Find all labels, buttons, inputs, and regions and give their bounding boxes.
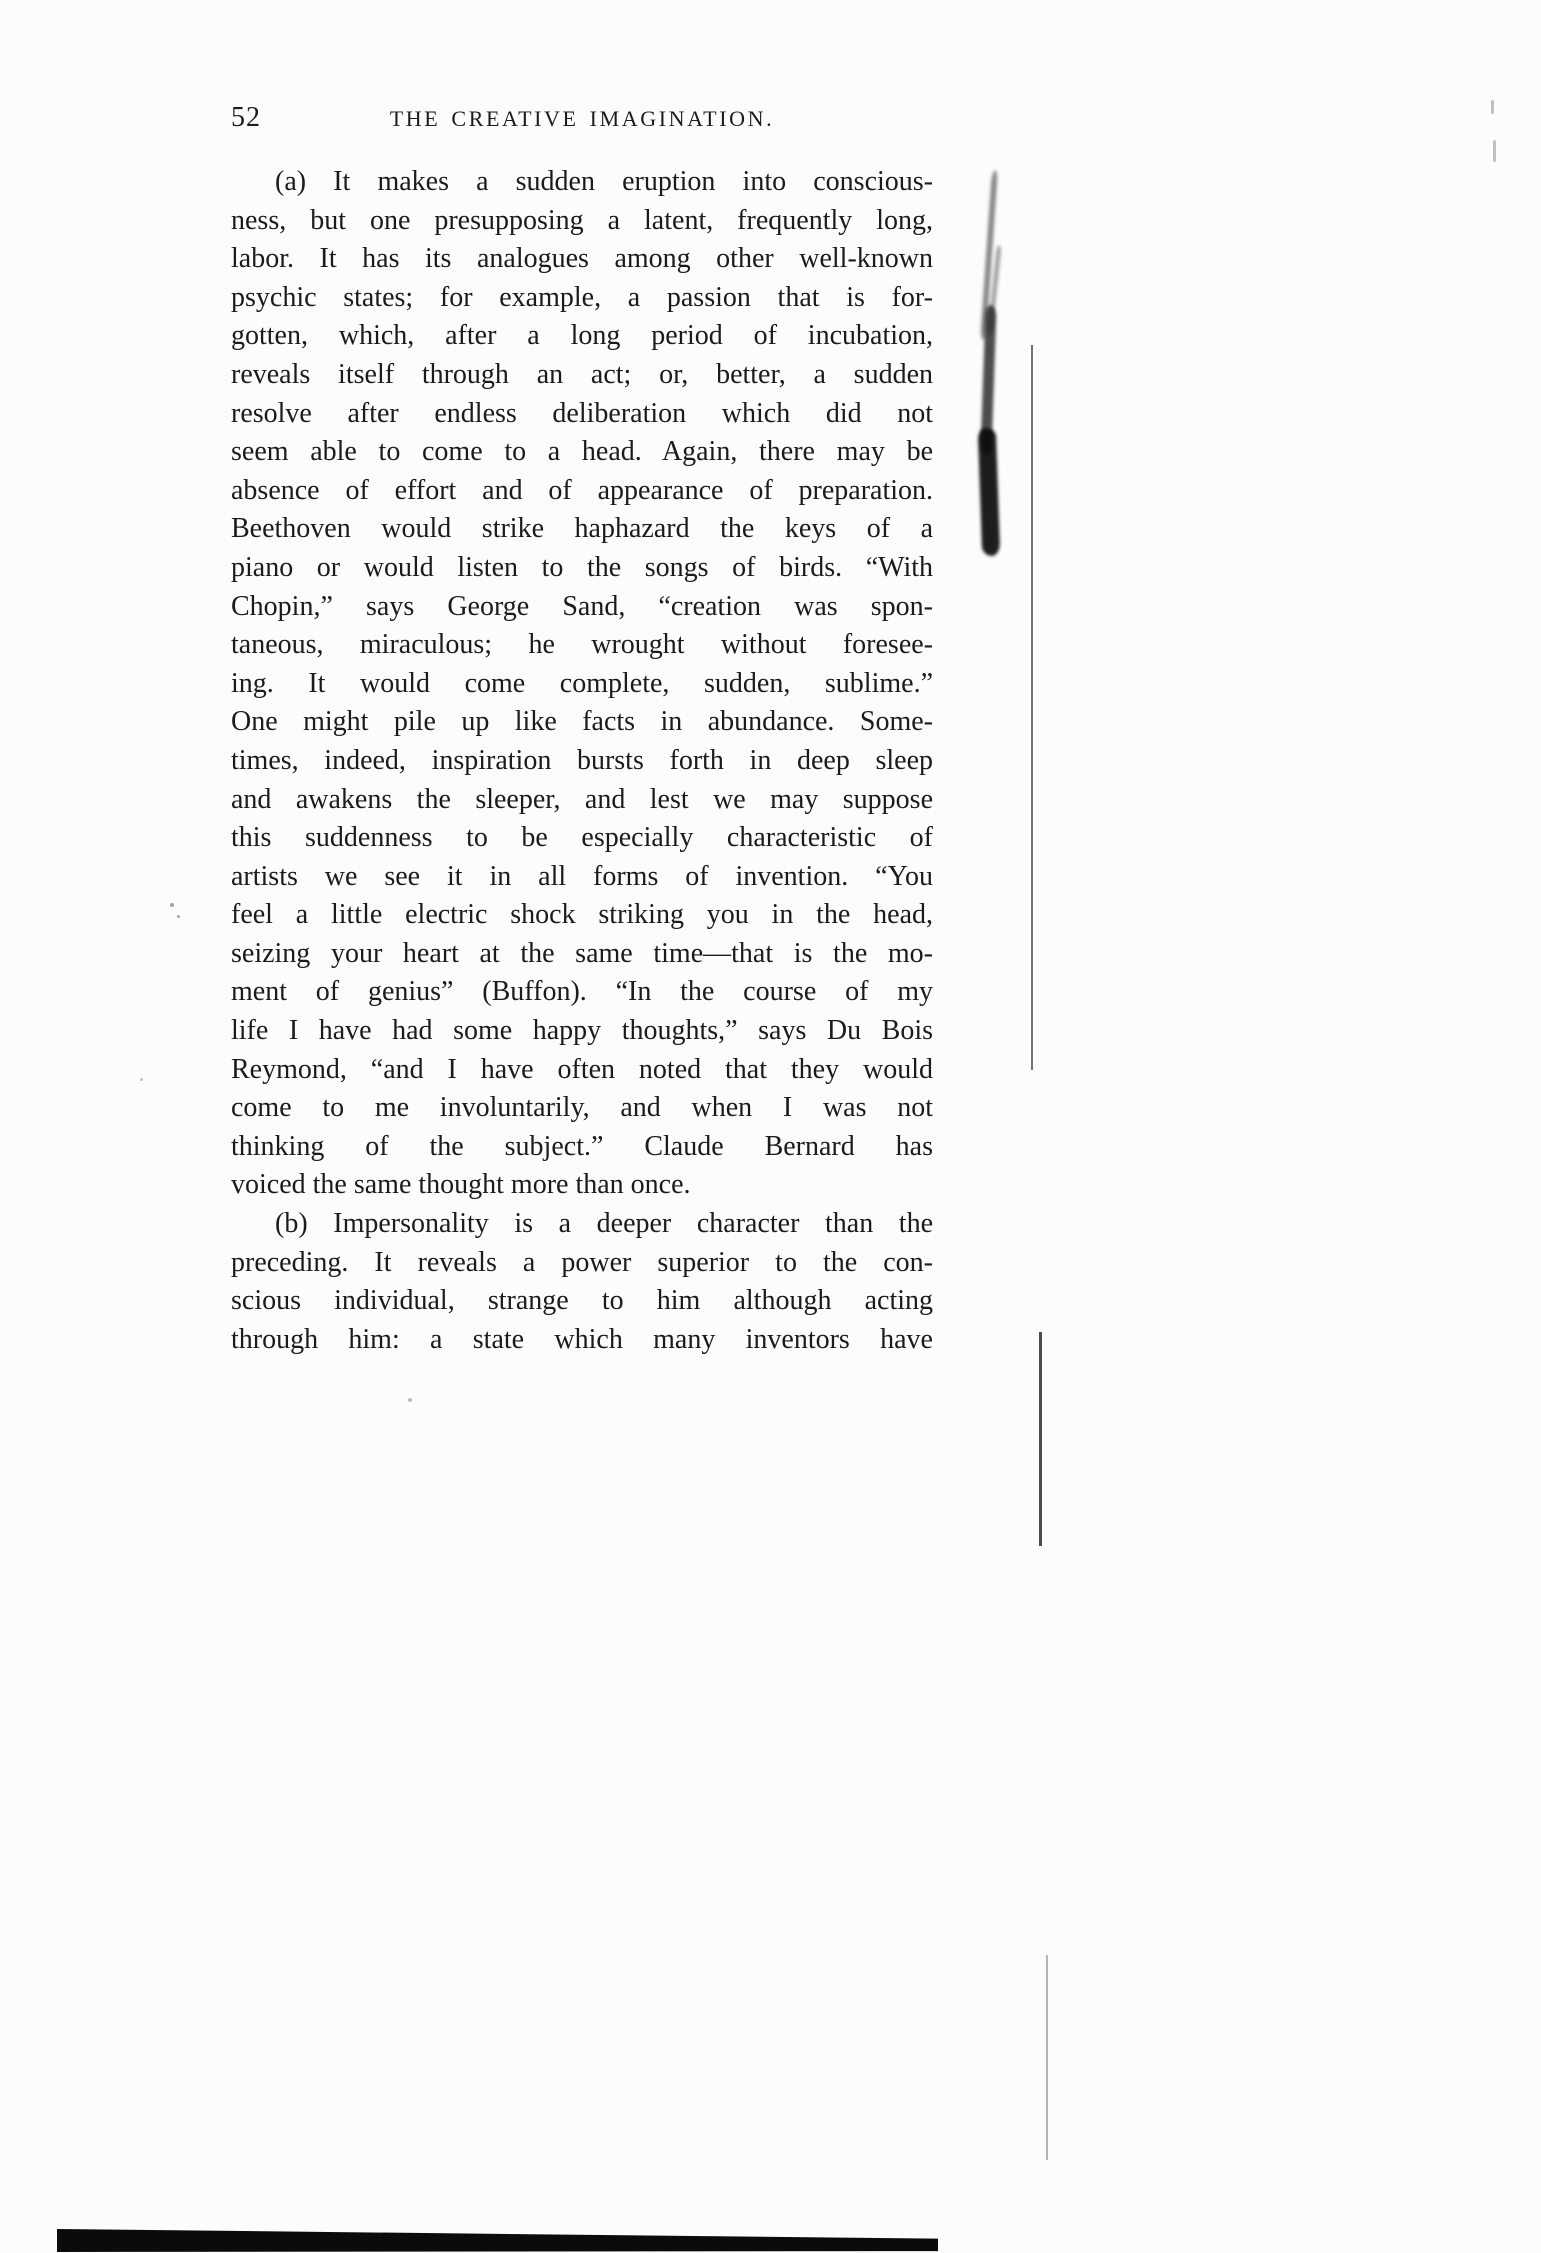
text-line: (a) It makes a sudden eruption into conscious- [275,166,933,197]
text-line: life I have had some happy thoughts,” says Du Bois [231,1015,933,1047]
text-line: this suddenness to be especially characteristic of [231,822,933,854]
text-line: ing. It would come complete, sudden, sublime.” [231,667,933,699]
text-line: One might pile up like facts in abundance. Some- [231,706,933,738]
text-line: Chopin,” says George Sand, “creation was spon- [231,590,933,622]
scan-line-artifact [1046,1955,1048,2160]
text-line: thinking of the subject.” Claude Bernard has [231,1130,933,1162]
text-line: taneous, miraculous; he wrought without foresee- [231,629,933,661]
text-line: Reymond, “and I have often noted that they would [231,1053,933,1085]
text-line: psychic states; for example, a passion that is for- [231,281,933,313]
scan-speck-artifact [1493,140,1496,162]
text-line: Beethoven would strike haphazard the keys of a [231,513,933,545]
ink-smudge-artifact [978,428,1000,557]
scan-speck-artifact [177,915,180,918]
body-text [231,163,933,1359]
text-line: through him: a state which many inventors have [231,1323,933,1355]
page-number: 52 [231,102,261,133]
text-line: piano or would listen to the songs of birds. “With [231,551,933,583]
text-line: times, indeed, inspiration bursts forth in deep sleep [231,744,933,776]
text-line: ness, but one presupposing a latent, frequently long, [231,204,933,236]
scan-speck-artifact [1491,100,1494,114]
scan-speck-artifact [170,903,174,907]
scan-line-artifact [1031,345,1033,1070]
text-line: seizing your heart at the same time—that is the mo- [231,937,933,969]
text-line: labor. It has its analogues among other well-known [231,243,933,275]
page-header [231,100,933,140]
text-line: and awakens the sleeper, and lest we may suppose [231,783,933,815]
text-line: resolve after endless deliberation which did not [231,397,933,429]
text-line: come to me involuntarily, and when I was not [231,1092,933,1124]
scan-line-artifact [1039,1332,1042,1546]
text-line: artists we see it in all forms of invention. “You [231,860,933,892]
text-line: voiced the same thought more than once. [231,1169,691,1201]
scan-speck-artifact [140,1078,143,1081]
text-line: preceding. It reveals a power superior to the con- [231,1246,933,1278]
text-line: reveals itself through an act; or, better, a sudden [231,358,933,390]
text-line: gotten, which, after a long period of incubation, [231,320,933,352]
text-line: (b) Impersonality is a deeper character than the [275,1208,933,1240]
text-line: scious individual, strange to him although acting [231,1285,933,1317]
text-line: absence of effort and of appearance of preparation. [231,474,933,506]
text-line: ment of genius” (Buffon). “In the course of my [231,976,933,1008]
scan-speck-artifact [408,1398,412,1402]
text-line: seem able to come to a head. Again, there may be [231,436,933,468]
text-line: feel a little electric shock striking you in the head, [231,899,933,931]
running-title: THE CREATIVE IMAGINATION. [389,106,775,131]
bottom-scan-bar-artifact [57,2229,938,2252]
